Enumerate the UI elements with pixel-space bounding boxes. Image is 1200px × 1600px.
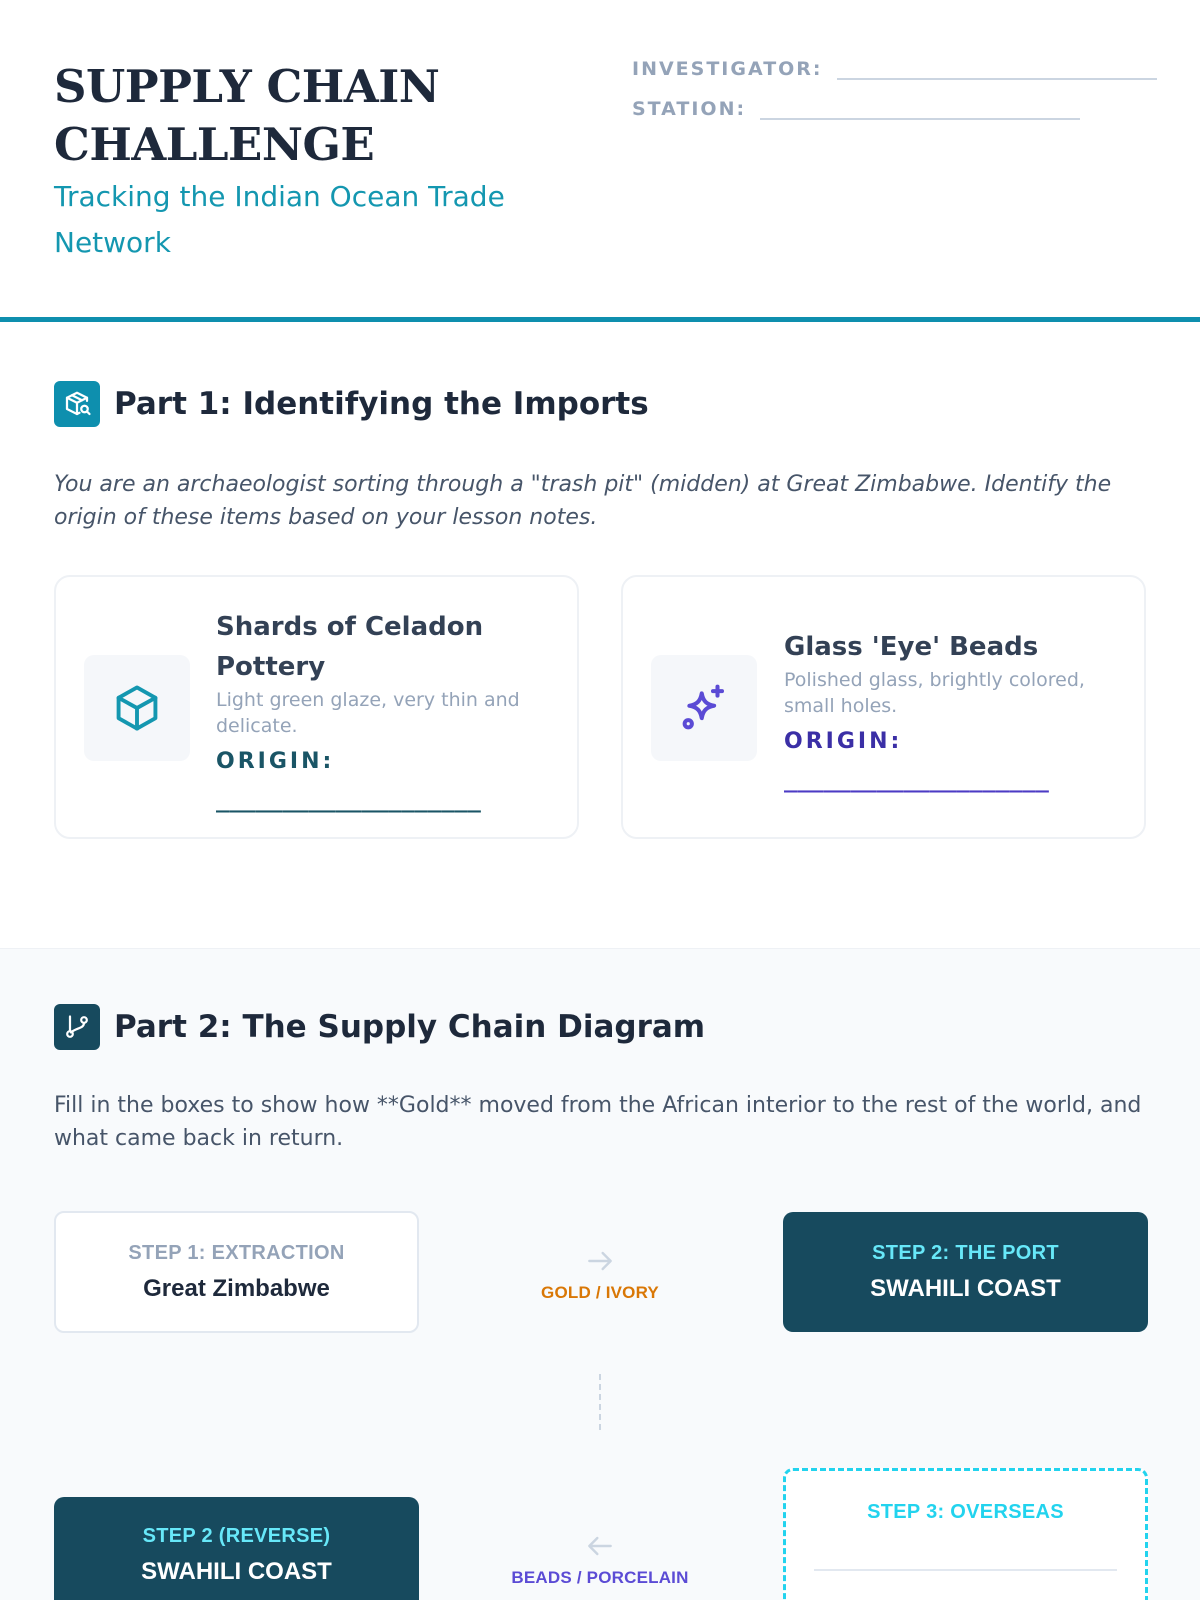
- artifact-description: Polished glass, brightly colored, small holes.: [784, 669, 1085, 717]
- station-field-row: [632, 98, 1080, 120]
- step-value: SWAHILI COAST: [141, 1558, 332, 1585]
- part1-heading: [54, 381, 649, 427]
- artifact-title: Glass 'Eye' Beads: [784, 632, 1039, 662]
- artifact-card-beads: [621, 575, 1146, 839]
- dashed-connector: [599, 1374, 601, 1430]
- page-title: SUPPLY CHAIN CHALLENGE: [54, 60, 440, 171]
- step1-extraction-box: [54, 1211, 419, 1333]
- arrow-left-icon: [584, 1530, 616, 1562]
- step-value: SWAHILI COAST: [870, 1274, 1061, 1302]
- step2-reverse-box: [54, 1497, 419, 1600]
- flow-label-gold-ivory: GOLD / IVORY: [541, 1283, 659, 1302]
- package-search-icon: [54, 381, 100, 427]
- step-label: STEP 3: OVERSEAS: [867, 1501, 1064, 1523]
- station-field[interactable]: [760, 102, 1080, 120]
- git-branch-icon: [54, 1004, 100, 1050]
- part2-heading: [54, 1004, 705, 1050]
- investigator-field[interactable]: [837, 62, 1157, 80]
- cube-icon: [84, 655, 190, 761]
- sparkles-icon: [651, 655, 757, 761]
- page-subtitle: Tracking the Indian Ocean Trade Network: [54, 180, 505, 259]
- step-label: STEP 2 (REVERSE): [142, 1525, 331, 1547]
- worksheet-header: [0, 0, 1200, 322]
- part1-instructions: You are an archaeologist sorting through a "trash pit" (midden) at Great Zimbabwe. Identify the origin of these items based on your lesson notes.: [54, 472, 1112, 530]
- artifact-title: Shards of Celadon Pottery: [216, 612, 484, 682]
- origin-label: ORIGIN:: [216, 749, 335, 774]
- part2-title: Part 2: The Supply Chain Diagram: [114, 1009, 706, 1045]
- investigator-field-row: [632, 58, 1157, 80]
- step3-answer-line[interactable]: [814, 1569, 1117, 1571]
- flow-label-beads-porcelain: BEADS / PORCELAIN: [511, 1568, 689, 1587]
- part2-instructions: Fill in the boxes to show how **Gold** moved from the African interior to the rest of the world, and what came back in return.: [54, 1093, 1142, 1151]
- arrow-right-icon: [584, 1245, 616, 1277]
- origin-label: ORIGIN:: [784, 729, 903, 754]
- step3-overseas-box: [783, 1468, 1148, 1600]
- station-label: STATION:: [632, 98, 747, 120]
- artifact-card-celadon: [54, 575, 579, 839]
- step-label: STEP 2: THE PORT: [872, 1241, 1059, 1264]
- artifact-card-body: [216, 607, 556, 816]
- step-value: Great Zimbabwe: [143, 1274, 330, 1302]
- artifact-card-body: [784, 627, 1124, 796]
- flow-arrow-forward: [500, 1245, 700, 1303]
- origin-answer-blank[interactable]: ____________________: [216, 788, 481, 813]
- artifact-description: Light green glaze, very thin and delicate.: [216, 689, 520, 737]
- step2-port-box: [783, 1212, 1148, 1332]
- part1-title: Part 1: Identifying the Imports: [114, 386, 649, 422]
- step-label: STEP 1: EXTRACTION: [128, 1241, 345, 1264]
- investigator-label: INVESTIGATOR:: [632, 58, 823, 80]
- origin-answer-blank[interactable]: ____________________: [784, 768, 1049, 793]
- flow-arrow-return: [500, 1530, 700, 1588]
